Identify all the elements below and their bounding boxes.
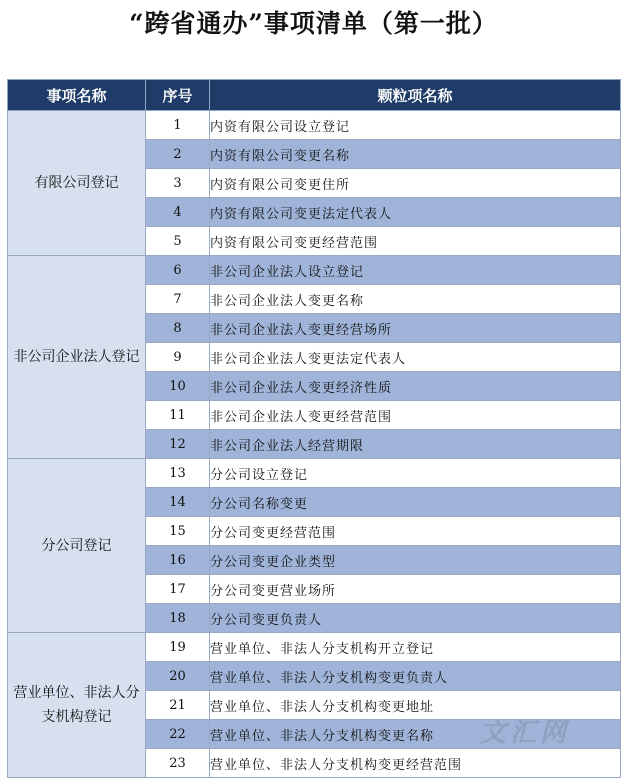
- item-name: 非公司企业法人变更经济性质: [210, 372, 621, 401]
- item-name: 内资有限公司变更名称: [210, 140, 621, 169]
- category-cell: 分公司登记: [8, 459, 146, 633]
- item-name: 分公司名称变更: [210, 488, 621, 517]
- item-name: 营业单位、非法人分支机构变更地址: [210, 691, 621, 720]
- row-number: 13: [146, 459, 210, 488]
- item-name: 营业单位、非法人分支机构变更负责人: [210, 662, 621, 691]
- category-cell: 非公司企业法人登记: [8, 256, 146, 459]
- item-name: 营业单位、非法人分支机构变更名称: [210, 720, 621, 749]
- watermark-logo: 文汇网: [480, 718, 571, 748]
- item-name: 分公司变更负责人: [210, 604, 621, 633]
- item-name: 非公司企业法人变更经营场所: [210, 314, 621, 343]
- row-number: 23: [146, 749, 210, 778]
- row-number: 11: [146, 401, 210, 430]
- item-name: 内资有限公司设立登记: [210, 111, 621, 140]
- row-number: 21: [146, 691, 210, 720]
- row-number: 16: [146, 546, 210, 575]
- matters-table: [7, 79, 621, 778]
- table-body: [8, 111, 621, 778]
- header-number: 序号: [146, 80, 210, 111]
- item-name: 非公司企业法人经营期限: [210, 430, 621, 459]
- row-number: 4: [146, 198, 210, 227]
- row-number: 20: [146, 662, 210, 691]
- item-name: 分公司变更企业类型: [210, 546, 621, 575]
- item-name: 内资有限公司变更经营范围: [210, 227, 621, 256]
- category-cell: 有限公司登记: [8, 111, 146, 256]
- header-category: 事项名称: [8, 80, 146, 111]
- row-number: 6: [146, 256, 210, 285]
- row-number: 2: [146, 140, 210, 169]
- row-number: 15: [146, 517, 210, 546]
- item-name: 非公司企业法人变更名称: [210, 285, 621, 314]
- row-number: 8: [146, 314, 210, 343]
- row-number: 5: [146, 227, 210, 256]
- row-number: 19: [146, 633, 210, 662]
- category-cell: 营业单位、非法人分支机构登记: [8, 633, 146, 778]
- item-name: 分公司变更营业场所: [210, 575, 621, 604]
- row-number: 17: [146, 575, 210, 604]
- row-number: 3: [146, 169, 210, 198]
- row-number: 10: [146, 372, 210, 401]
- item-name: 非公司企业法人变更法定代表人: [210, 343, 621, 372]
- item-name: 非公司企业法人变更经营范围: [210, 401, 621, 430]
- item-name: 营业单位、非法人分支机构开立登记: [210, 633, 621, 662]
- row-number: 12: [146, 430, 210, 459]
- table-row: [8, 459, 621, 488]
- header-item: 颗粒项名称: [210, 80, 621, 111]
- item-name: 内资有限公司变更法定代表人: [210, 198, 621, 227]
- row-number: 18: [146, 604, 210, 633]
- page-title: “跨省通办”事项清单（第一批）: [129, 9, 498, 38]
- item-name: 分公司设立登记: [210, 459, 621, 488]
- row-number: 9: [146, 343, 210, 372]
- row-number: 7: [146, 285, 210, 314]
- item-name: 内资有限公司变更住所: [210, 169, 621, 198]
- row-number: 22: [146, 720, 210, 749]
- table-header-row: [8, 80, 621, 111]
- item-name: 分公司变更经营范围: [210, 517, 621, 546]
- table-row: [8, 256, 621, 285]
- table-row: [8, 111, 621, 140]
- row-number: 1: [146, 111, 210, 140]
- row-number: 14: [146, 488, 210, 517]
- item-name: 非公司企业法人设立登记: [210, 256, 621, 285]
- table-row: [8, 633, 621, 662]
- item-name: 营业单位、非法人分支机构变更经营范围: [210, 749, 621, 778]
